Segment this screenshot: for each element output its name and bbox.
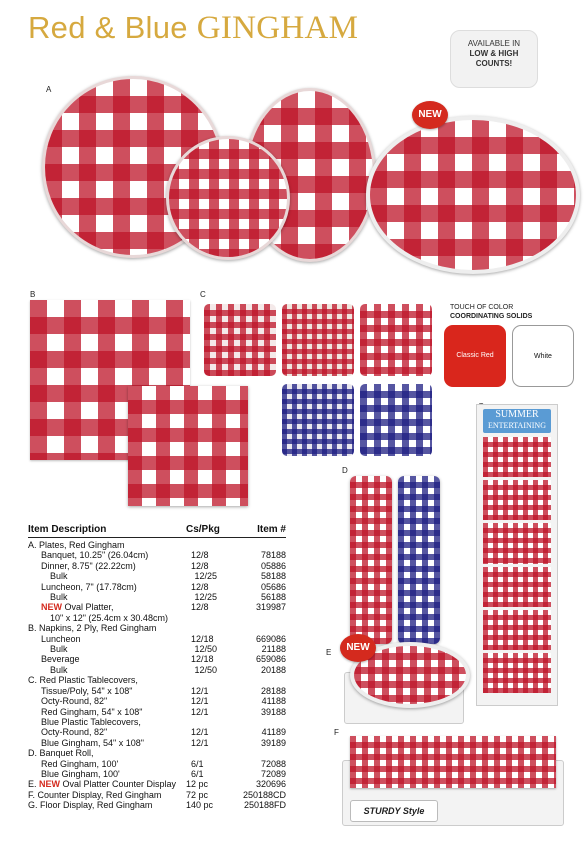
row-item-number: 58188 xyxy=(260,571,286,582)
row-desc-text: Bulk xyxy=(50,571,68,582)
shelf-2 xyxy=(483,480,551,520)
solid-classic-red: Classic Red xyxy=(444,325,506,387)
row-desc-text: Oval Platter Counter Display xyxy=(60,779,177,790)
oval-platter-image xyxy=(366,116,580,274)
table-row xyxy=(28,634,286,644)
row-item-number xyxy=(234,748,286,758)
row-item-number: 41188 xyxy=(261,696,286,707)
row-desc-text: Oval Platter, xyxy=(62,602,114,613)
header-cs: Cs/Pkg xyxy=(186,524,220,535)
row-desc-prefix: E. xyxy=(28,779,40,790)
shelf-3 xyxy=(483,523,551,563)
section-label-c: C xyxy=(200,290,206,299)
table-row xyxy=(28,654,286,664)
row-item-number: 72088 xyxy=(260,758,286,769)
section-label-a: A xyxy=(46,85,52,94)
shelf-1 xyxy=(483,437,551,477)
row-desc-text: 10" x 12" (25.4cm x 30.48cm) xyxy=(50,612,168,623)
row-cs-pkg: 12/8 xyxy=(191,560,209,571)
row-desc-text: D. Banquet Roll, xyxy=(28,748,94,759)
row-cs-pkg: 12/1 xyxy=(191,727,209,738)
row-cs-pkg xyxy=(186,623,234,633)
display-header-line-2: ENTERTAINING xyxy=(488,421,546,430)
row-desc-text: B. Napkins, 2 Ply, Red Gingham xyxy=(28,623,157,634)
display-header-line-1: SUMMER xyxy=(495,409,539,420)
row-desc xyxy=(28,727,191,737)
table-row xyxy=(28,686,286,696)
table-row xyxy=(28,790,286,800)
row-cs-pkg: 140 pc xyxy=(186,800,214,811)
table-row xyxy=(28,540,286,550)
row-cs-pkg: 6/1 xyxy=(191,768,204,779)
row-item-number: 39188 xyxy=(260,706,286,717)
row-new-tag: NEW xyxy=(41,602,62,613)
row-desc xyxy=(28,654,191,664)
tablecover-swatch-blue xyxy=(360,384,432,456)
availability-badge xyxy=(450,30,538,88)
availability-line-2: LOW & HIGH xyxy=(469,49,519,58)
row-cs-pkg: 6/1 xyxy=(191,758,204,769)
row-desc xyxy=(28,707,191,717)
row-item-number: 56188 xyxy=(260,592,286,603)
section-label-b: B xyxy=(30,290,36,299)
row-item-number: 320696 xyxy=(255,779,286,790)
row-desc xyxy=(28,550,191,560)
row-desc-text: F. Counter Display, Red Gingham xyxy=(28,789,162,800)
table-row xyxy=(28,779,286,789)
availability-line-3: COUNTS! xyxy=(475,59,513,68)
counter-display-products xyxy=(350,736,556,788)
header-item: Item # xyxy=(257,524,286,535)
row-desc xyxy=(28,623,186,633)
floor-display-shelves xyxy=(483,437,551,693)
table-row xyxy=(28,675,286,685)
row-desc xyxy=(28,571,195,581)
row-cs-pkg: 12/25 xyxy=(194,571,218,582)
table-body xyxy=(28,540,286,811)
row-desc xyxy=(28,561,191,571)
row-item-number: 78188 xyxy=(260,550,286,561)
table-row xyxy=(28,717,286,727)
luncheon-plate-image xyxy=(166,136,290,260)
solid-white: White xyxy=(512,325,574,387)
row-desc xyxy=(28,696,191,706)
row-cs-pkg xyxy=(186,540,234,550)
row-cs-pkg: 12 pc xyxy=(186,779,209,790)
sturdy-style-logo: STURDY Style xyxy=(350,800,438,822)
row-desc xyxy=(28,582,191,592)
availability-line-1: AVAILABLE IN xyxy=(467,39,521,48)
row-desc-text: Bulk xyxy=(50,592,68,603)
row-desc-text: Blue Gingham, 54" x 108" xyxy=(41,737,144,748)
row-item-number xyxy=(238,613,286,623)
beverage-napkin-image xyxy=(128,386,248,506)
row-desc-text: Banquet, 10.25" (26.04cm) xyxy=(41,550,149,561)
row-desc-text: Dinner, 8.75" (22.22cm) xyxy=(41,560,136,571)
row-new-tag: NEW xyxy=(39,779,61,790)
row-desc-text: Octy-Round, 82" xyxy=(41,696,108,707)
row-desc-text: G. Floor Display, Red Gingham xyxy=(28,800,153,811)
row-item-number: 05886 xyxy=(260,560,286,571)
row-item-number xyxy=(237,717,286,727)
row-cs-pkg: 12/50 xyxy=(194,664,218,675)
row-desc-text: C. Red Plastic Tablecovers, xyxy=(28,675,138,686)
row-desc xyxy=(28,665,195,675)
tablecover-swatch-red xyxy=(360,304,432,376)
title-part-1: Red & Blue xyxy=(28,10,197,45)
row-cs-pkg: 72 pc xyxy=(186,789,209,800)
header-desc: Item Description xyxy=(28,524,107,535)
row-cs-pkg xyxy=(186,748,234,758)
row-desc xyxy=(28,738,191,748)
section-label-d: D xyxy=(342,466,348,475)
row-item-number: 659086 xyxy=(255,654,286,665)
row-desc xyxy=(28,613,195,623)
row-cs-pkg: 12/1 xyxy=(191,706,209,717)
table-row xyxy=(28,571,286,581)
tablecover-photo-octy-red xyxy=(282,304,354,376)
row-desc xyxy=(28,592,195,602)
row-cs-pkg: 12/1 xyxy=(191,696,209,707)
tablecover-photo-tissue xyxy=(204,304,276,376)
row-item-number: 21188 xyxy=(261,644,286,655)
row-item-number: 319987 xyxy=(255,602,286,613)
row-desc xyxy=(28,634,191,644)
new-badge-counter: NEW xyxy=(340,634,376,662)
row-item-number: 39189 xyxy=(260,737,286,748)
row-desc-text: Octy-Round, 82" xyxy=(41,727,108,738)
table-row xyxy=(28,644,286,654)
item-table xyxy=(28,524,286,811)
new-badge-platter: NEW xyxy=(412,101,448,129)
table-row xyxy=(28,748,286,758)
row-cs-pkg xyxy=(186,675,234,685)
shelf-6 xyxy=(483,653,551,693)
row-cs-pkg: 12/8 xyxy=(191,550,209,561)
row-item-number xyxy=(234,675,286,685)
banquet-roll-blue-image xyxy=(398,476,440,644)
row-desc-text: Bulk xyxy=(50,644,68,655)
tablecover-photo-octy-blue xyxy=(282,384,354,456)
row-desc xyxy=(28,759,191,769)
row-desc-text: Beverage xyxy=(41,654,80,665)
table-row xyxy=(28,602,286,612)
table-row xyxy=(28,738,286,748)
row-cs-pkg xyxy=(195,613,239,623)
row-desc-text: Bulk xyxy=(50,664,68,675)
row-cs-pkg: 12/50 xyxy=(194,644,218,655)
row-cs-pkg: 12/25 xyxy=(194,592,218,603)
table-row xyxy=(28,696,286,706)
table-row xyxy=(28,561,286,571)
table-row xyxy=(28,727,286,737)
row-desc xyxy=(28,717,191,727)
touch-of-color-line-2: COORDINATING SOLIDS xyxy=(450,313,533,320)
row-item-number: 669086 xyxy=(255,633,286,644)
row-item-number: 250188FD xyxy=(243,800,286,811)
row-cs-pkg: 12/1 xyxy=(191,737,209,748)
row-desc xyxy=(28,644,195,654)
row-desc xyxy=(28,602,191,612)
table-row xyxy=(28,665,286,675)
floor-display-header xyxy=(483,409,551,433)
table-row xyxy=(28,592,286,602)
shelf-5 xyxy=(483,610,551,650)
row-item-number: 250188CD xyxy=(242,789,286,800)
table-row xyxy=(28,582,286,592)
row-desc-text: A. Plates, Red Gingham xyxy=(28,540,125,550)
row-desc-text: Red Gingham, 54" x 108" xyxy=(41,706,143,717)
page-title xyxy=(28,10,358,47)
row-desc xyxy=(28,800,186,810)
row-desc xyxy=(28,686,191,696)
row-cs-pkg: 12/18 xyxy=(191,633,214,644)
table-row xyxy=(28,623,286,633)
table-row xyxy=(28,550,286,560)
row-desc xyxy=(28,769,191,779)
title-part-2: GINGHAM xyxy=(196,10,359,46)
row-desc xyxy=(28,540,186,550)
section-label-f: F xyxy=(334,728,339,737)
row-desc-text: Luncheon, 7" (17.78cm) xyxy=(41,581,137,592)
row-item-number xyxy=(234,623,286,633)
table-header xyxy=(28,524,286,538)
table-row xyxy=(28,707,286,717)
row-desc xyxy=(28,748,186,758)
touch-of-color-line-1: TOUCH OF COLOR xyxy=(450,304,514,311)
row-cs-pkg: 12/8 xyxy=(191,581,209,592)
row-cs-pkg: 12/1 xyxy=(191,685,209,696)
row-desc-text: Red Gingham, 100' xyxy=(41,758,119,769)
shelf-4 xyxy=(483,567,551,607)
row-desc-text: Blue Plastic Tablecovers, xyxy=(41,716,141,727)
row-item-number: 41189 xyxy=(261,727,286,738)
table-row xyxy=(28,759,286,769)
row-item-number: 72089 xyxy=(260,768,286,779)
row-cs-pkg: 12/8 xyxy=(191,602,209,613)
table-row xyxy=(28,613,286,623)
floor-display xyxy=(476,404,558,706)
row-item-number: 28188 xyxy=(260,685,286,696)
banquet-roll-red-image xyxy=(350,476,392,644)
row-item-number xyxy=(234,540,286,550)
row-desc xyxy=(28,779,186,789)
row-cs-pkg xyxy=(191,717,237,727)
row-item-number: 05686 xyxy=(260,581,286,592)
row-cs-pkg: 12/18 xyxy=(191,654,214,665)
row-desc-text: Luncheon xyxy=(41,633,81,644)
section-label-e: E xyxy=(326,648,332,657)
row-desc-text: Tissue/Poly, 54" x 108" xyxy=(41,685,133,696)
touch-of-color-heading xyxy=(450,303,532,321)
row-desc xyxy=(28,790,186,800)
table-row xyxy=(28,769,286,779)
row-desc-text: Blue Gingham, 100' xyxy=(41,768,120,779)
row-item-number: 20188 xyxy=(260,664,286,675)
table-row xyxy=(28,800,286,810)
row-desc xyxy=(28,675,186,685)
